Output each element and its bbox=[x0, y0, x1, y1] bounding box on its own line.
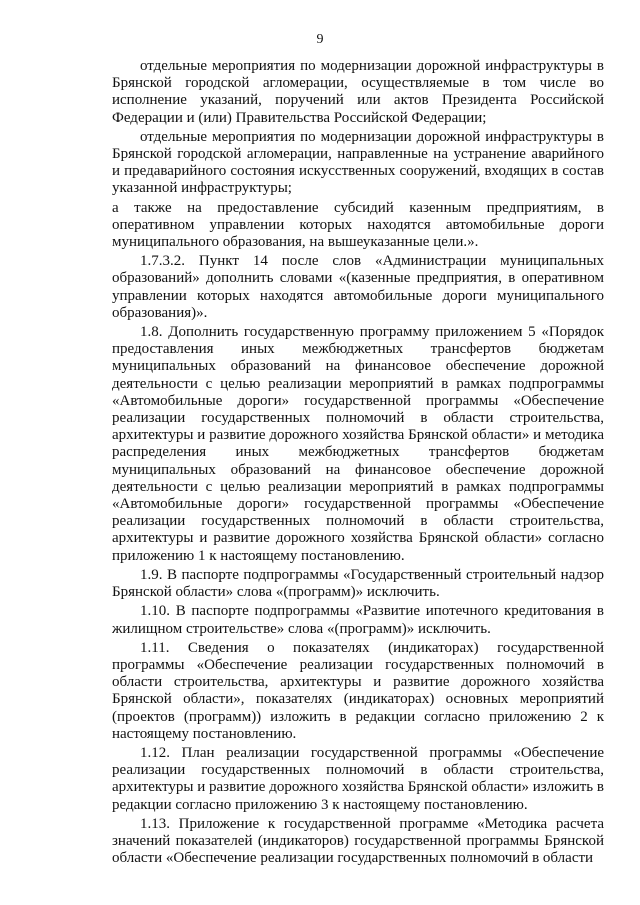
paragraph: а также на предоставление субсидий казенным предприятиям, в оперативном управлении которых находятся автомобильные дороги муниципального образования, на вышеуказанные цели.». bbox=[112, 199, 604, 251]
paragraph: 1.8. Дополнить государственную программу приложением 5 «Порядок предоставления иных межбюджетных трансфертов бюджетам муниципальных образований на финансовое обеспечение дорожной деятельности с целью реализации мероприятий в рамках подпрограммы «Автомобильные дороги» государственной программы «Обеспечение реализации государственных полномочий в области строительства, архитектуры и развитие дорожного хозяйства Брянской области» и методика распределения иных межбюджетных трансфертов бюджетам муниципальных образований на финансовое обеспечение дорожной деятельности с целью реализации мероприятий в рамках подпрограммы «Автомобильные дороги» государственной программы «Обеспечение реализации государственных полномочий в области строительства, архитектуры и развитие дорожного хозяйства Брянской области» согласно приложению 1 к настоящему постановлению. bbox=[112, 324, 604, 564]
paragraph: 1.10. В паспорте подпрограммы «Развитие ипотечного кредитования в жилищном строительстве» слова «(программ)» исключить. bbox=[112, 603, 604, 637]
paragraph: 1.13. Приложение к государственной программе «Методика расчета значений показателей (индикаторов) государственной программы Брянской области «Обеспечение реализации государственных полномочий в области bbox=[112, 815, 604, 867]
document-body bbox=[112, 58, 604, 869]
paragraph: отдельные мероприятия по модернизации дорожной инфраструктуры в Брянской городской агломерации, осуществляемые в том числе во исполнение указаний, поручений или актов Президента Российской Федерации и (или) Правительства Российской Федерации; bbox=[112, 58, 604, 126]
paragraph: 1.11. Сведения о показателях (индикаторах) государственной программы «Обеспечение реализации государственных полномочий в области строительства, архитектуры и развитие дорожного хозяйства Брянской области», показателях (индикаторах) основных мероприятий (проектов (программ)) изложить в редакции согласно приложению 2 к настоящему постановлению. bbox=[112, 639, 604, 742]
paragraph: 1.12. План реализации государственной программы «Обеспечение реализации государственных полномочий в области строительства, архитектуры и развитие дорожного хозяйства Брянской области» изложить в редакции согласно приложению 3 к настоящему постановлению. bbox=[112, 744, 604, 813]
paragraph: 1.7.3.2. Пункт 14 после слов «Администрации муниципальных образований» дополнить словами «(казенные предприятия, в оперативном управлении которых находятся автомобильные дороги муниципального образования)». bbox=[112, 253, 604, 321]
paragraph: отдельные мероприятия по модернизации дорожной инфраструктуры в Брянской городской агломерации, направленные на устранение аварийного и предаварийного состояния искусственных сооружений, входящих в состав указанной инфраструктуры; bbox=[112, 128, 604, 197]
paragraph: 1.9. В паспорте подпрограммы «Государственный строительный надзор Брянской области» слова «(программ)» исключить. bbox=[112, 566, 604, 601]
page-number: 9 bbox=[316, 32, 324, 47]
